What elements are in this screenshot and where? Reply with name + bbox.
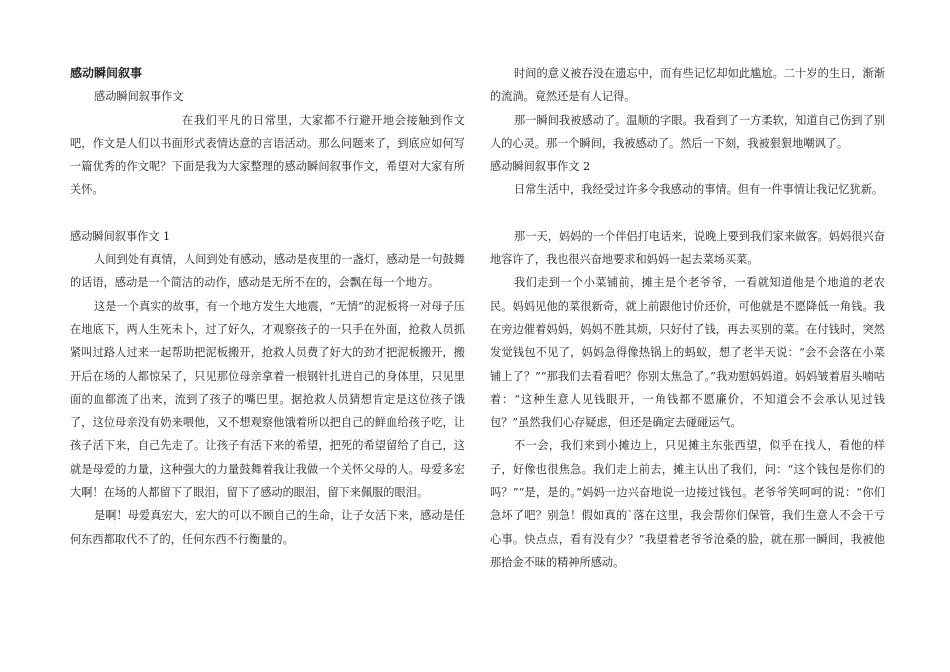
essay2-heading: 感动瞬间叙事作文 2 (490, 160, 591, 174)
essay1-heading: 感动瞬间叙事作文 1 (70, 229, 171, 243)
intro-paragraph: 在我们平凡的日常里，大家都不行避开地会接触到作文吧，作文是人们以书面形式表情达意的言语活动。那么问题来了，到底应如何写一篇优秀的作文呢？下面是我为大家整理的感动瞬间叙事作文，希望对大家有所关怀。 (70, 113, 465, 197)
essay2-paragraph: 那一天，妈妈的一个伴侣打电话来，说晚上要到我们家来做客。妈妈很兴奋地容许了，我也很兴奋地要求和妈妈一起去菜场买菜。 (490, 229, 885, 267)
essay1-paragraph: 这是一个真实的故事，有一个地方发生大地震，“无情”的泥板将一对母子压在地底下，两人生死未卜，过了好久，才观察孩子的一只手在外面，抢救人员抓紧叫过路人过来一起帮助把泥板搬开，抢救人员费了好大的劲才把泥板搬开，搬开后在场的人都惊呆了，只见那位母亲拿着一根钢针扎进自己的身体里，只见里面的血都流了出来，流到了孩子的嘴巴里。据抢救人员猜想肯定是这位孩子饿了，这位母亲没有奶来喂他，又不想观察他饿着所以把自己的鲜血给孩子吃，让孩子活下来，自己先走了。让孩子有活下来的希望，把死的希望留给了自己，这就是母爱的力量，这种强大的力量鼓舞着我让我做一个关怀父母的人。母爱多宏大啊！在场的人都留下了眼泪，留下了感动的眼泪，留下来佩服的眼泪。 (70, 299, 465, 500)
essay2-paragraph: 我们走到一个小菜铺前，摊主是个老爷爷，一看就知道他是个地道的老农民。妈妈见他的菜很新奇，就上前跟他讨价还价，可他就是不愿降低一角钱。我在旁边催着妈妈，妈妈不胜其烦，只好付了钱，再去买别的菜。在付钱时，突然发觉钱包不见了，妈妈急得像热锅上的蚂蚁，想了老半天说：“会不会落在小菜铺上了？”“那我们去看看吧？你别太焦急了。”我劝慰妈妈道。妈妈皱着眉头喃咕着：“这种生意人见钱眼开，一角钱都不愿廉价，不知道会不会承认见过钱包？”虽然我们心存疑虑，但还是确定去碰碰运气。 (490, 276, 885, 430)
left-column (70, 62, 465, 551)
essay1-paragraph: 人间到处有真情，人间到处有感动，感动是夜里的一盏灯，感动是一句鼓舞的话语，感动是一个简洁的动作，感动是无所不在的，会飘在每一个地方。 (70, 253, 465, 290)
continued-paragraph: 那一瞬间我被感动了。温顺的字眼。我看到了一方柔软，知道自己伤到了别人的心灵。那一个瞬间，我被感动了。然后一下刻，我被狠狠地嘲讽了。 (490, 113, 885, 150)
continued-paragraph: 时间的意义被吞没在遗忘中，而有些记忆却如此尴尬。二十岁的生日，渐渐的流淌。竟然还是有人记得。 (490, 67, 885, 104)
essay2-paragraph: 不一会，我们来到小摊边上，只见摊主东张西望，似乎在找人，看他的样子，好像也很焦急。我们走上前去，摊主认出了我们，问：“这个钱包是你们的吗？”“是，是的。”妈妈一边兴奋地说一边接过钱包。老爷爷笑呵呵的说：“你们急坏了吧？别急！假如真的`落在这里，我会帮你们保管，我们生意人不会干亏心事。快点点，看有没有少？”我望着老爷爷沧桑的脸，就在那一瞬间，我被他那拾金不昧的精神所感动。 (490, 439, 885, 569)
right-column (490, 62, 885, 574)
essay2-paragraph: 日常生活中，我经受过许多令我感动的事情。但有一件事情让我记忆犹新。 (514, 183, 884, 197)
paragraph-gap (490, 202, 885, 225)
essay1-paragraph: 是啊！母爱真宏大，宏大的可以不顾自己的生命，让子女活下来，感动是任何东西都取代不了的，任何东西不行衡量的。 (70, 509, 465, 546)
document-subtitle: 感动瞬间叙事作文 (94, 90, 184, 104)
document-title: 感动瞬间叙事 (70, 66, 143, 80)
paragraph-gap (70, 202, 465, 225)
